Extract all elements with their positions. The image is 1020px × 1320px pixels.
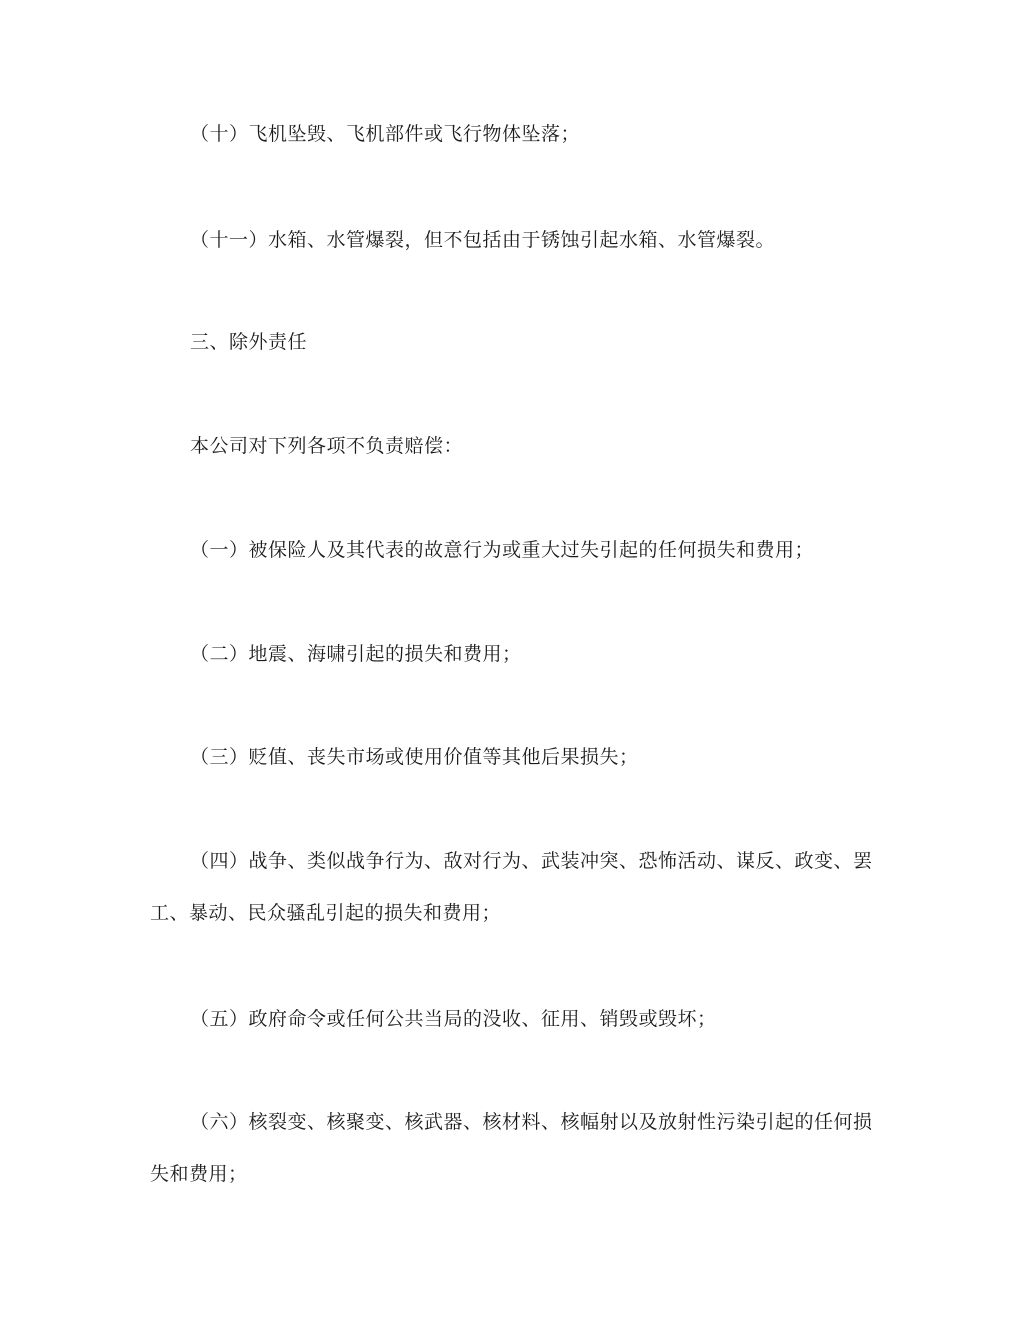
clause-ten-aircraft: （十）飞机坠毁、飞机部件或飞行物体坠落； <box>190 123 581 145</box>
exclusion-five-government-orders: （五）政府命令或任何公共当局的没收、征用、销毁或毁坏； <box>190 1008 717 1030</box>
exclusion-six-nuclear: （六）核裂变、核聚变、核武器、核材料、核幅射以及放射性污染引起的任何损失和费用； <box>150 1111 873 1185</box>
exclusion-three-depreciation: （三）贬值、丧失市场或使用价值等其他后果损失； <box>190 746 639 768</box>
clause-eleven-water-tank: （十一）水箱、水管爆裂，但不包括由于锈蚀引起水箱、水管爆裂。 <box>190 229 776 251</box>
exclusion-two-earthquake: （二）地震、海啸引起的损失和费用； <box>190 643 522 665</box>
exclusions-intro: 本公司对下列各项不负责赔偿： <box>190 435 464 457</box>
section-heading-exclusions: 三、除外责任 <box>190 331 308 353</box>
exclusion-four-war: （四）战争、类似战争行为、敌对行为、武装冲突、恐怖活动、谋反、政变、罢工、暴动、民众骚乱引起的损失和费用； <box>150 850 873 924</box>
exclusion-one-intentional-acts: （一）被保险人及其代表的故意行为或重大过失引起的任何损失和费用； <box>190 539 815 561</box>
